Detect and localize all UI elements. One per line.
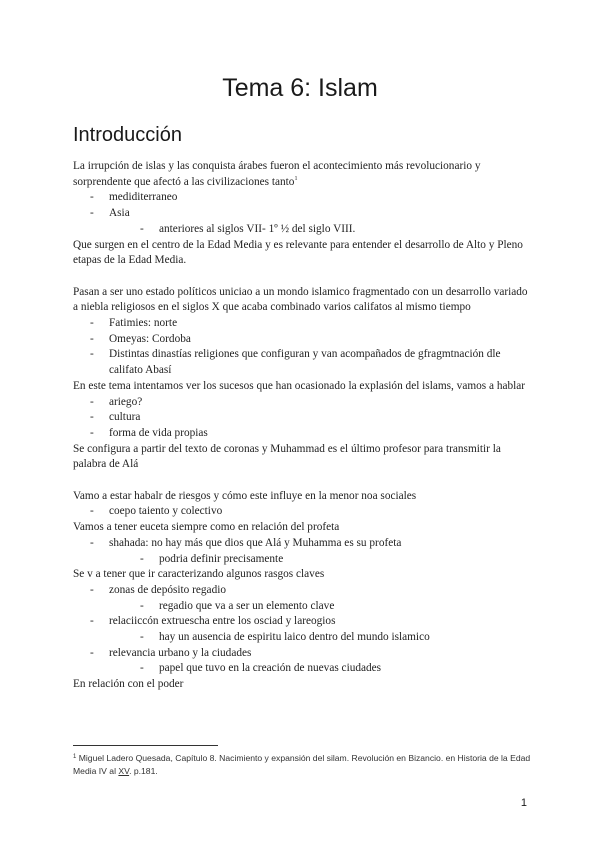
list-item: - relaciiccón extruescha entre los osciad y lareogios bbox=[90, 615, 336, 628]
sub-list-item: - hay un ausencia de espiritu laico dentro del mundo islamico bbox=[140, 631, 430, 644]
footnote-number: 1 bbox=[73, 754, 77, 760]
sub-list-item: - papel que tuvo en la creación de nuevas ciudades bbox=[140, 662, 382, 675]
list-item: - Omeyas: Cordoba bbox=[90, 332, 191, 345]
list-item: - Distintas dinastías religiones que configuran y van acompañados de gfragmtnación dle califato Abasí bbox=[90, 348, 501, 377]
sub-list-item: - regadio que va a ser un elemento clave bbox=[140, 599, 335, 612]
list-item: - mediditerraneo bbox=[90, 191, 178, 204]
paragraph: La irrupción de islas y las conquista árabes fueron el acontecimiento más revolucionario y sorprendente que afectó a las civilizaciones tanto$^1$ bbox=[73, 160, 481, 188]
document-body bbox=[73, 159, 533, 693]
list-item: - relevancia urbano y la ciudades bbox=[90, 646, 252, 659]
footnote: $^1$ Miguel Ladero Quesada, Capítulo 8. Nacimiento y expansión del silam. Revolución en Bizancio. en Historia de la Edad Media IV al XV. p.181. bbox=[73, 753, 531, 776]
list-item: - Fatimies: norte bbox=[90, 317, 178, 330]
list-item: - forma de vida propias bbox=[90, 426, 208, 439]
paragraph: Vamos a tener euceta siempre como en relación del profeta bbox=[73, 521, 340, 534]
footnote-divider bbox=[73, 745, 218, 746]
list-item: - shahada: no hay más que dios que Alá y Muhamma es su profeta bbox=[90, 536, 402, 549]
page-title: Tema 6: Islam bbox=[222, 74, 378, 102]
paragraph: En relación con el poder bbox=[73, 678, 184, 691]
list-item: - cultura bbox=[90, 411, 141, 424]
list-item: - Asia bbox=[90, 207, 130, 220]
paragraph: Se v a tener que ir caracterizando algunos rasgos claves bbox=[73, 568, 325, 581]
list-item: - coepo taiento y colectivo bbox=[90, 505, 223, 518]
paragraph: Vamo a estar habalr de riesgos y cómo este influye en la menor noa sociales bbox=[73, 489, 417, 502]
paragraph: Pasan a ser uno estado políticos uniciao a un mondo islamico fragmentado con un desarrollo variado a niebla religiosos en el siglos X que acaba combinado varios califatos al mismo tiempo bbox=[73, 285, 528, 314]
paragraph: Que surgen en el centro de la Edad Media y es relevante para entender el desarrollo de Alto y Pleno etapas de la Edad Media. bbox=[73, 238, 523, 267]
paragraph: Se configura a partir del texto de coronas y Muhammad es el último profesor para transmitir la palabra de Alá bbox=[73, 442, 501, 471]
footnote-reference: 1 bbox=[294, 175, 298, 182]
paragraph: En este tema intentamos ver los sucesos que han ocasionado la explasión del islams, vamos a hablar bbox=[73, 379, 526, 392]
footnote-underlined: XV bbox=[118, 766, 130, 776]
list-item: - ariego? bbox=[90, 395, 143, 408]
section-heading: Introducción bbox=[73, 124, 182, 146]
list-item: - zonas de depósito regadio bbox=[90, 583, 227, 596]
sub-list-item: - anteriores al siglos VII- 1º ½ del siglo VIII. bbox=[140, 222, 356, 235]
page-number: 1 bbox=[520, 797, 527, 809]
sub-list-item: - podria definir precisamente bbox=[140, 552, 284, 565]
